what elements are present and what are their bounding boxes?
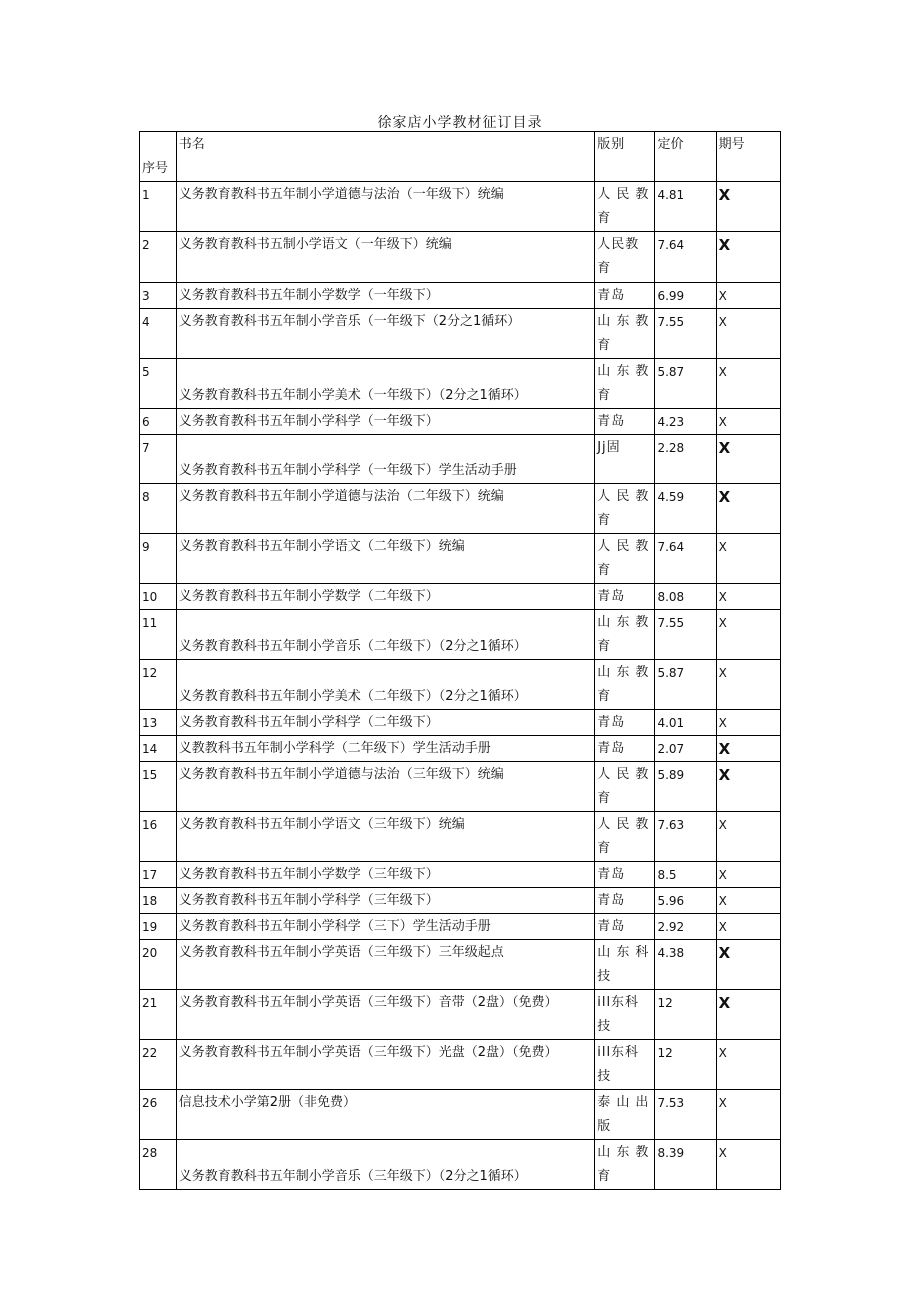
- page-title: 徐家店小学教材征订目录: [377, 115, 543, 131]
- row-number: 2: [140, 232, 177, 283]
- book-title: 义务教育教科书五年制小学道德与法治（一年级下）统编: [176, 182, 594, 232]
- table-row: [140, 762, 781, 812]
- row-number: 10: [140, 584, 177, 610]
- header-no: 序号: [140, 132, 177, 182]
- book-title: 义务教育教科书五年制小学语文（三年级下）统编: [176, 812, 594, 862]
- book-title: 义务教育教科书五年制小学音乐（三年级下）（2分之1循环）: [176, 1140, 594, 1190]
- issue-mark: X: [716, 990, 780, 1040]
- price: 4.38: [655, 940, 716, 990]
- book-title: 义务教育教科书五年制小学语文（二年级下）统编: [176, 534, 594, 584]
- issue-mark: X: [716, 660, 780, 710]
- issue-mark: X: [716, 409, 780, 435]
- edition: 青岛: [595, 283, 655, 309]
- issue-mark: X: [716, 232, 780, 283]
- issue-mark: X: [716, 862, 780, 888]
- book-title: 义务教育教科书五年制小学英语（三年级下）三年级起点: [176, 940, 594, 990]
- price: 8.5: [655, 862, 716, 888]
- book-title: 义务教育教科书五制小学语文（一年级下）统编: [176, 232, 594, 283]
- row-number: 20: [140, 940, 177, 990]
- book-title: 义务教育教科书五年制小学美术（二年级下）（2分之1循环）: [176, 660, 594, 710]
- price: 8.39: [655, 1140, 716, 1190]
- edition: 人民教育: [595, 812, 655, 862]
- book-title: 义务教育教科书五年制小学科学（一年级下）: [176, 409, 594, 435]
- edition: 山东教育: [595, 1140, 655, 1190]
- issue-mark: X: [716, 940, 780, 990]
- edition: Jj固: [595, 435, 655, 484]
- price: 2.07: [655, 736, 716, 762]
- issue-mark: X: [716, 435, 780, 484]
- row-number: 15: [140, 762, 177, 812]
- edition: 山东科技: [595, 940, 655, 990]
- header-issue: 期号: [716, 132, 780, 182]
- table-row: [140, 232, 781, 283]
- row-number: 18: [140, 888, 177, 914]
- row-number: 21: [140, 990, 177, 1040]
- price: 7.55: [655, 309, 716, 359]
- table-row: [140, 484, 781, 534]
- book-title: 义务教育教科书五年制小学美术（一年级下）（2分之1循环）: [176, 359, 594, 409]
- edition: 人民教育: [595, 182, 655, 232]
- row-number: 1: [140, 182, 177, 232]
- row-number: 22: [140, 1040, 177, 1090]
- textbook-catalog-table: [139, 131, 781, 1190]
- price: 5.87: [655, 359, 716, 409]
- table-row: [140, 710, 781, 736]
- table-row: [140, 610, 781, 660]
- table-row: [140, 1040, 781, 1090]
- price: 5.87: [655, 660, 716, 710]
- book-title: 义务教育教科书五年制小学数学（三年级下）: [176, 862, 594, 888]
- issue-mark: X: [716, 309, 780, 359]
- edition: 青岛: [595, 914, 655, 940]
- edition: 山东教育: [595, 610, 655, 660]
- table-row: [140, 1140, 781, 1190]
- issue-mark: X: [716, 359, 780, 409]
- table-row: [140, 940, 781, 990]
- row-number: 14: [140, 736, 177, 762]
- book-title: 义务教育教科书五年制小学英语（三年级下）音带（2盘）（免费）: [176, 990, 594, 1040]
- row-number: 5: [140, 359, 177, 409]
- price: 8.08: [655, 584, 716, 610]
- table-row: [140, 359, 781, 409]
- issue-mark: X: [716, 584, 780, 610]
- edition: 青岛: [595, 409, 655, 435]
- table-header-row: [140, 132, 781, 182]
- issue-mark: X: [716, 888, 780, 914]
- row-number: 26: [140, 1090, 177, 1140]
- edition: 青岛: [595, 862, 655, 888]
- book-title: 义务教育教科书五年制小学科学（二年级下）: [176, 710, 594, 736]
- edition: 山东教育: [595, 359, 655, 409]
- book-title: 义务教育教科书五年制小学道德与法治（三年级下）统编: [176, 762, 594, 812]
- book-title: 义务教育教科书五年制小学道德与法治（二年级下）统编: [176, 484, 594, 534]
- price: 4.59: [655, 484, 716, 534]
- issue-mark: X: [716, 762, 780, 812]
- row-number: 16: [140, 812, 177, 862]
- price: 4.01: [655, 710, 716, 736]
- row-number: 9: [140, 534, 177, 584]
- edition: 山东教育: [595, 309, 655, 359]
- table-row: [140, 660, 781, 710]
- table-row: [140, 182, 781, 232]
- table-row: [140, 283, 781, 309]
- table-row: [140, 862, 781, 888]
- issue-mark: X: [716, 283, 780, 309]
- book-title: 信息技术小学第2册（非免费）: [176, 1090, 594, 1140]
- row-number: 4: [140, 309, 177, 359]
- issue-mark: X: [716, 812, 780, 862]
- table-row: [140, 435, 781, 484]
- row-number: 17: [140, 862, 177, 888]
- book-title: 义务教育教科书五年制小学音乐（二年级下）（2分之1循环）: [176, 610, 594, 660]
- price: 7.63: [655, 812, 716, 862]
- table-row: [140, 309, 781, 359]
- issue-mark: X: [716, 1090, 780, 1140]
- table-row: [140, 1090, 781, 1140]
- row-number: 3: [140, 283, 177, 309]
- price: 7.55: [655, 610, 716, 660]
- price: 4.23: [655, 409, 716, 435]
- table-row: [140, 736, 781, 762]
- row-number: 13: [140, 710, 177, 736]
- table-row: [140, 914, 781, 940]
- price: 7.53: [655, 1090, 716, 1140]
- book-title: 义教教科书五年制小学科学（二年级下）学生活动手册: [176, 736, 594, 762]
- price: 2.28: [655, 435, 716, 484]
- edition: 青岛: [595, 888, 655, 914]
- table-row: [140, 409, 781, 435]
- issue-mark: X: [716, 1140, 780, 1190]
- row-number: 7: [140, 435, 177, 484]
- book-title: 义务教育教科书五年制小学数学（二年级下）: [176, 584, 594, 610]
- row-number: 28: [140, 1140, 177, 1190]
- edition: 人民教育: [595, 534, 655, 584]
- edition: 青岛: [595, 736, 655, 762]
- issue-mark: X: [716, 182, 780, 232]
- header-edition: 版别: [595, 132, 655, 182]
- edition: 山东教育: [595, 660, 655, 710]
- row-number: 6: [140, 409, 177, 435]
- issue-mark: X: [716, 914, 780, 940]
- book-title: 义务教育教科书五年制小学科学（三下）学生活动手册: [176, 914, 594, 940]
- issue-mark: X: [716, 610, 780, 660]
- table-row: [140, 888, 781, 914]
- row-number: 8: [140, 484, 177, 534]
- edition: 青岛: [595, 584, 655, 610]
- book-title: 义务教育教科书五年制小学英语（三年级下）光盘（2盘）（免费）: [176, 1040, 594, 1090]
- book-title: 义务教育教科书五年制小学科学（一年级下）学生活动手册: [176, 435, 594, 484]
- row-number: 19: [140, 914, 177, 940]
- book-title: 义务教育教科书五年制小学科学（三年级下）: [176, 888, 594, 914]
- price: 2.92: [655, 914, 716, 940]
- price: 4.81: [655, 182, 716, 232]
- header-name: 书名: [176, 132, 594, 182]
- table-row: [140, 812, 781, 862]
- issue-mark: X: [716, 710, 780, 736]
- book-title: 义务教育教科书五年制小学数学（一年级下）: [176, 283, 594, 309]
- price: 5.89: [655, 762, 716, 812]
- edition: ill东科技: [595, 1040, 655, 1090]
- table-row: [140, 990, 781, 1040]
- price: 12: [655, 1040, 716, 1090]
- price: 7.64: [655, 232, 716, 283]
- header-price: 定价: [655, 132, 716, 182]
- table-row: [140, 584, 781, 610]
- price: 5.96: [655, 888, 716, 914]
- price: 6.99: [655, 283, 716, 309]
- row-number: 12: [140, 660, 177, 710]
- book-title: 义务教育教科书五年制小学音乐（一年级下（2分之1循环）: [176, 309, 594, 359]
- issue-mark: X: [716, 736, 780, 762]
- table-row: [140, 534, 781, 584]
- issue-mark: X: [716, 484, 780, 534]
- edition: 人民教育: [595, 762, 655, 812]
- edition: 青岛: [595, 710, 655, 736]
- edition: 泰山出版: [595, 1090, 655, 1140]
- issue-mark: X: [716, 1040, 780, 1090]
- row-number: 11: [140, 610, 177, 660]
- edition: ill东科技: [595, 990, 655, 1040]
- edition: 人民教育: [595, 484, 655, 534]
- edition: 人民教育: [595, 232, 655, 283]
- price: 12: [655, 990, 716, 1040]
- issue-mark: X: [716, 534, 780, 584]
- price: 7.64: [655, 534, 716, 584]
